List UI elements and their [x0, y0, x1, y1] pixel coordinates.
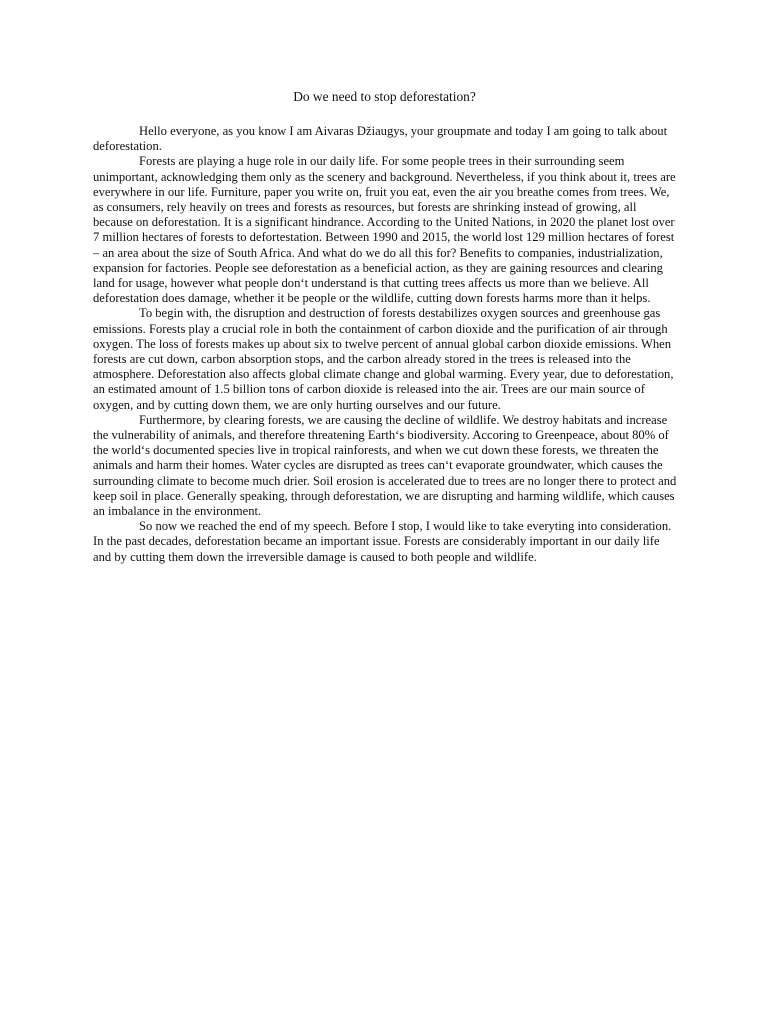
paragraph-intro: Hello everyone, as you know I am Aivaras Džiaugys, your groupmate and today I am going to talk about deforestation.: [93, 124, 668, 154]
paragraph-conclusion: So now we reached the end of my speech. Before I stop, I would like to take everyting into consideration. In the past decades, deforestation became an important issue. Forests are considerably important in our daily life and by cutting them down the irreversible damage is caused to both people and wildlife.: [93, 519, 672, 564]
paragraph-wildlife: Furthermore, by clearing forests, we are causing the decline of wildlife. We destroy habitats and increase the vulnerability of animals, and therefore threatening Earth‘s biodiversity. Accoring to Greenpeace, about 80% of the world‘s documented species live in tropical rainforests, and when we cut down these forests, we threaten the animals and harm their homes. Water cycles are disrupted as trees can‘t evaporate groundwater, which causes the surrounding climate to become much drier. Soil erosion is accelerated due to trees are no longer there to protect and keep soil in place. Generally speaking, through deforestation, we are disrupting and harming wildlife, which causes an imbalance in the environment.: [93, 412, 677, 519]
paragraph-forests-role: Forests are playing a huge role in our daily life. For some people trees in their surrounding seem unimportant, acknowledging them only as the scenery and background. Nevertheless, if you think about it, trees are everywhere in our life. Furniture, paper you write on, fruit you eat, even the air you breathe comes from trees. We, as consumers, rely heavily on trees and forests as resources, but forests are shrinking instead of growing, all because on deforestation. It is a significant hindrance. According to the United Nations, in 2020 the planet lost over 7 million hectares of forests to defortestation. Between 1990 and 2015, the world lost 129 million hectares of forest – an area about the size of South Africa. And what do we do all this for? Benefits to companies, industrialization, expansion for factories. People see deforestation as a beneficial action, as they are gaining resources and clearing land for usage, however what people don‘t understand is that cutting trees affects us more than we believe. All deforestation does damage, whether it be people or the wildlife, cutting down forests harms more than it helps.: [93, 154, 676, 306]
document-title: Do we need to stop deforestation?: [293, 89, 476, 104]
document-body: [93, 124, 677, 565]
paragraph-oxygen: To begin with, the disruption and destruction of forests destabilizes oxygen sources and greenhouse gas emissions. Forests play a crucial role in both the containment of carbon dioxide and the purification of air through oxygen. The loss of forests makes up about six to twelve percent of annual global carbon dioxide emissions. When forests are cut down, carbon absorption stops, and the carbon already stored in the trees is released into the atmosphere. Deforestation also affects global climate change and global warming. Every year, due to deforestation, an estimated amount of 1.5 billion tons of carbon dioxide is released into the air. Trees are our main source of oxygen, and by cutting down them, we are only hurting ourselves and our future.: [93, 306, 674, 412]
